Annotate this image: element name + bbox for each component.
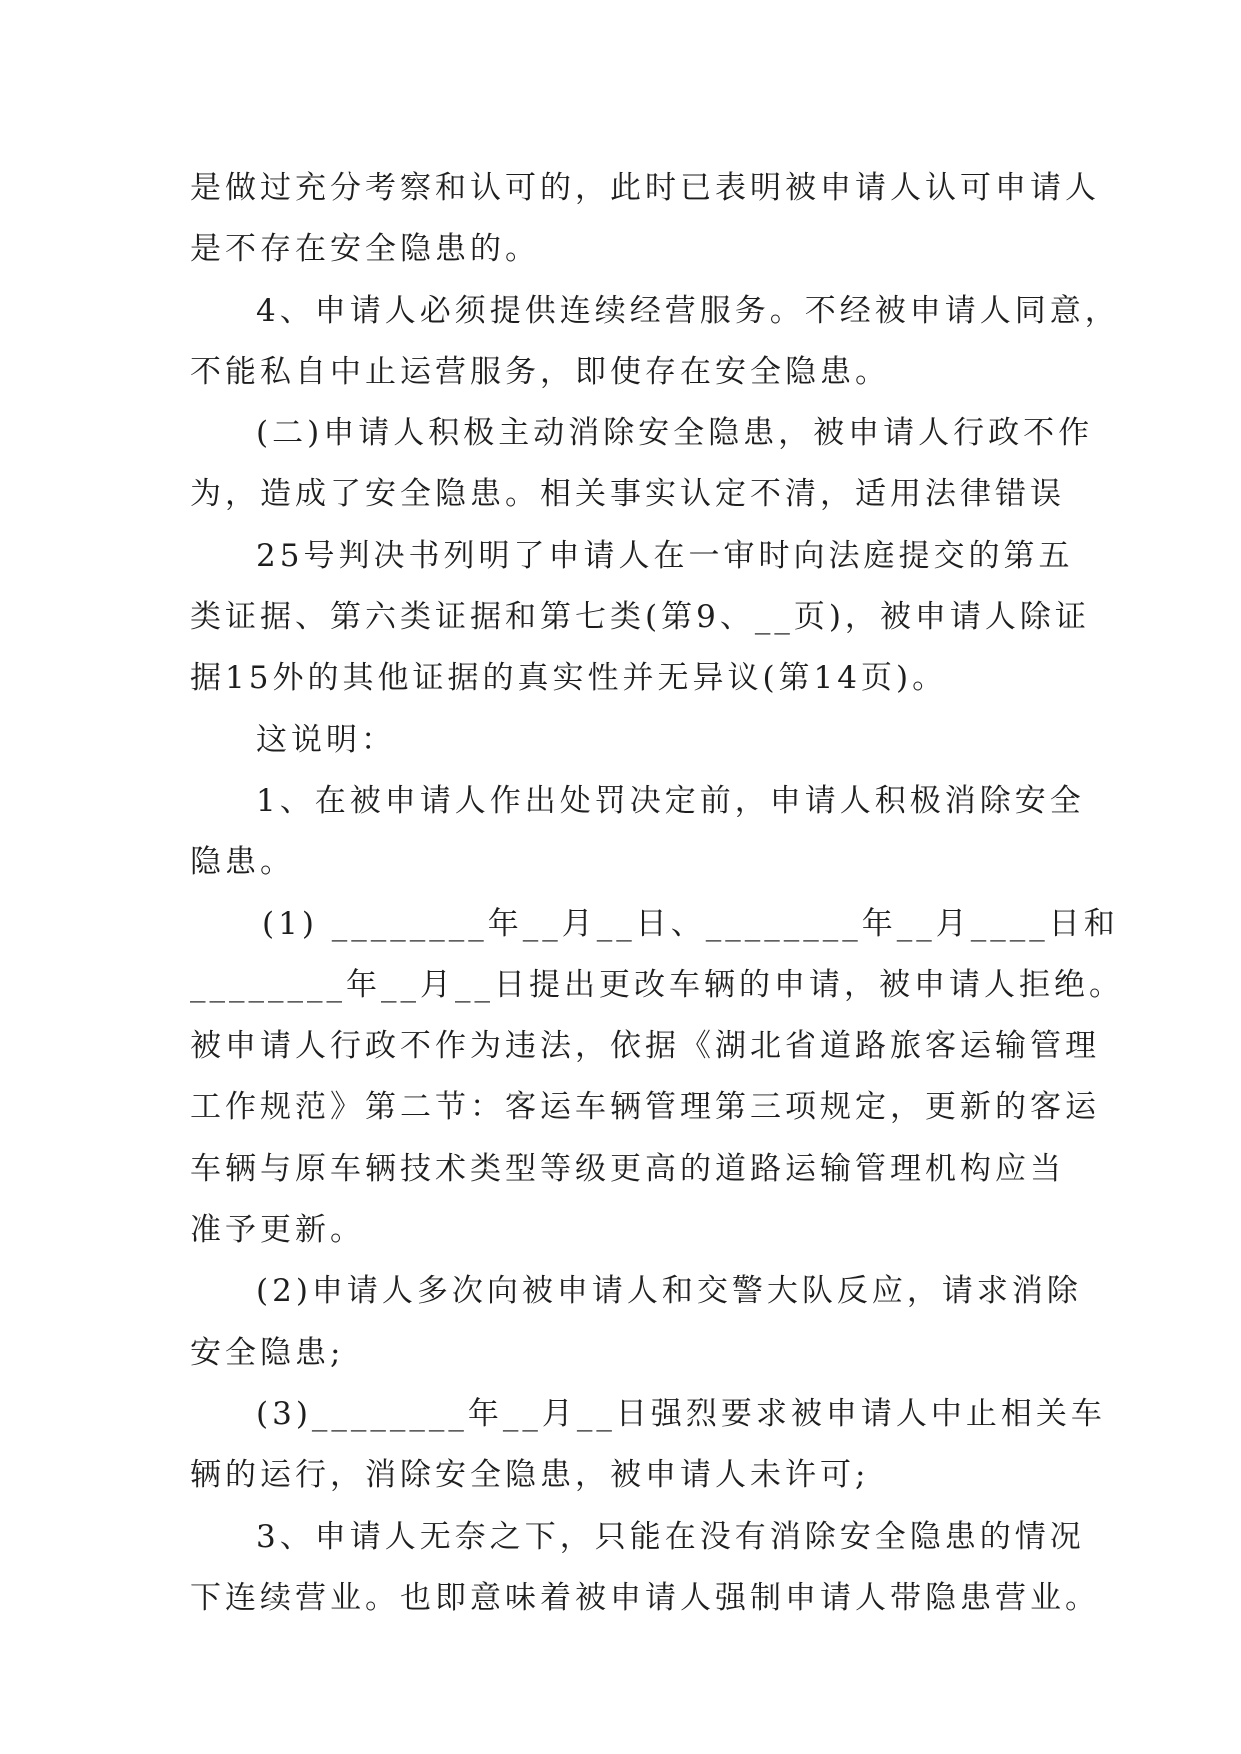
section-heading-line: (二)申请人积极主动消除安全隐患，被申请人行政不作 bbox=[256, 415, 1094, 452]
paragraph-start-line: 1、在被申请人作出处罚决定前，申请人积极消除安全 bbox=[256, 782, 1085, 819]
text-line: 准予更新。 bbox=[190, 1212, 365, 1249]
section-heading-line: 为，造成了安全隐患。相关事实认定不清，适用法律错误 bbox=[190, 476, 1065, 513]
paragraph-start-line: (3)________年__月__日强烈要求被申请人中止相关车 bbox=[256, 1395, 1106, 1432]
paragraph-start-line: 这说明： bbox=[256, 721, 396, 758]
text-line: 不能私自中止运营服务，即使存在安全隐患。 bbox=[190, 353, 890, 390]
text-line: 是做过充分考察和认可的，此时已表明被申请人认可申请人 bbox=[190, 170, 1100, 206]
text-line: 下连续营业。也即意味着被申请人强制申请人带隐患营业。 bbox=[190, 1579, 1100, 1616]
paragraph-start-line: 25号判决书列明了申请人在一审时向法庭提交的第五 bbox=[256, 537, 1074, 574]
document-body bbox=[190, 158, 1124, 1629]
text-line: 类证据、第六类证据和第七类(第9、__页)，被申请人除证 bbox=[190, 599, 1090, 636]
paragraph-start-line: 3、申请人无奈之下，只能在没有消除安全隐患的情况 bbox=[256, 1518, 1085, 1555]
text-line: 安全隐患; bbox=[190, 1334, 345, 1371]
text-line: 隐患。 bbox=[190, 844, 295, 881]
text-line: ________年__月__日提出更改车辆的申请，被申请人拒绝。 bbox=[190, 966, 1124, 1003]
text-line: 工作规范》第二节：客运车辆管理第三项规定，更新的客运 bbox=[190, 1089, 1100, 1126]
text-line: 据15外的其他证据的真实性并无异议(第14页)。 bbox=[190, 660, 948, 697]
paragraph-start-line: 4、申请人必须提供连续经营服务。不经被申请人同意， bbox=[256, 292, 1120, 329]
text-line: 是不存在安全隐患的。 bbox=[190, 231, 540, 268]
paragraph-start-line: (1) ________年__月__日、________年__月____日和 bbox=[262, 905, 1119, 942]
text-line: 车辆与原车辆技术类型等级更高的道路运输管理机构应当 bbox=[190, 1150, 1065, 1187]
paragraph-start-line: (2)申请人多次向被申请人和交警大队反应，请求消除 bbox=[256, 1273, 1082, 1310]
text-line: 辆的运行，消除安全隐患，被申请人未许可; bbox=[190, 1457, 870, 1494]
text-line: 被申请人行政不作为违法，依据《湖北省道路旅客运输管理 bbox=[190, 1028, 1100, 1065]
